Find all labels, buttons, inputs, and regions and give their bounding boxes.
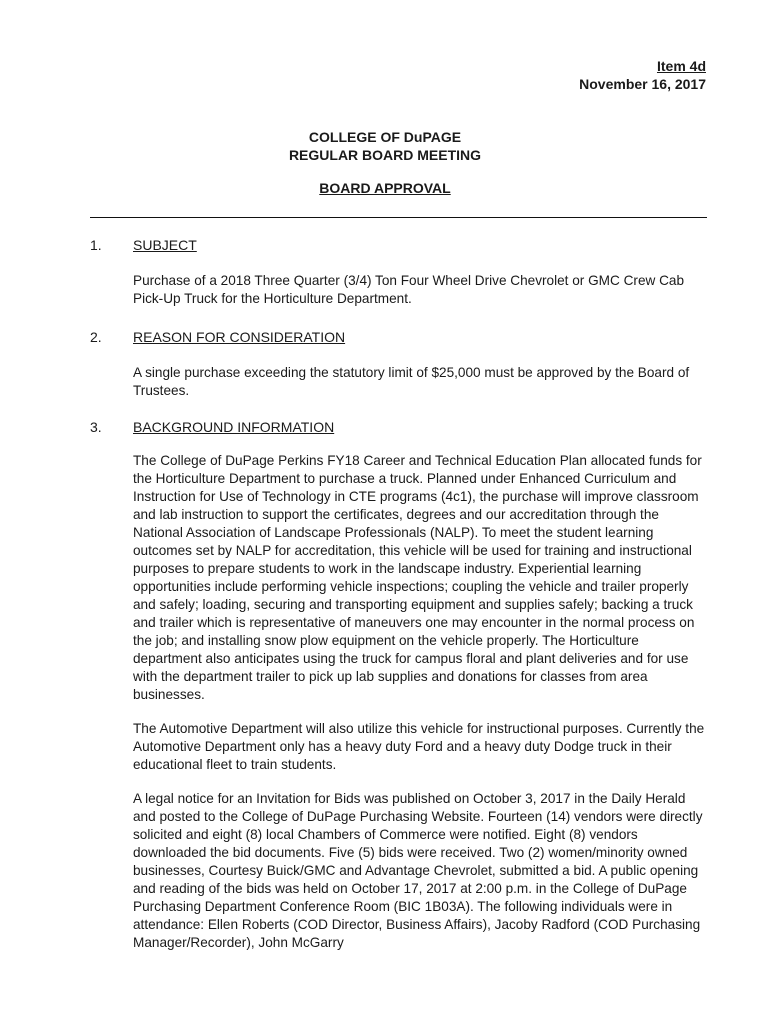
section-3-number: 3. — [90, 419, 102, 435]
college-name: COLLEGE OF DuPAGE — [308, 129, 462, 145]
section-2-number: 2. — [90, 329, 102, 345]
header-divider — [90, 217, 707, 218]
document-title — [0, 128, 770, 164]
section-2-paragraph: A single purchase exceeding the statutory limit of $25,000 must be approved by the Board of Trustees. — [133, 365, 690, 398]
meeting-name: REGULAR BOARD MEETING — [288, 147, 482, 163]
section-2-heading: REASON FOR CONSIDERATION — [133, 329, 346, 345]
section-1-heading: SUBJECT — [133, 237, 197, 253]
section-3-paragraph-1: The College of DuPage Perkins FY18 Career and Technical Education Plan allocated funds for the Horticulture Department to purchase a truck. Planned under Enhanced Curriculum and Instruction for Use of Technology in CTE programs (4c1), the purchase will improve classroom and lab instruction to support the certificates, degrees and our accreditation through the National Association of Landscape Professionals (NALP). To meet the student learning outcomes set by NALP for accreditation, this vehicle will be used for training and instructional purposes to prepare students to work in the landscape industry. Experiential learning opportunities include performing vehicle inspections; coupling the vehicle and trailer properly and safely; loading, securing and transporting equipment and supplies safely; backing a truck and trailer which is representative of maneuvers one may encounter in the normal process on the job; and installing snow plow equipment on the vehicle properly. The Horticulture department also anticipates using the truck for campus floral and plant deliveries and for use with the department trailer to pick up lab supplies and donations for classes from area businesses. — [133, 453, 702, 702]
section-3-heading: BACKGROUND INFORMATION — [133, 419, 335, 435]
item-number: Item 4d — [656, 58, 706, 74]
section-3-paragraph-2: The Automotive Department will also utilize this vehicle for instructional purposes. Currently the Automotive Department only has a heavy duty Ford and a heavy duty Dodge truck in their educational fleet to train students. — [133, 721, 705, 772]
section-1-paragraph: Purchase of a 2018 Three Quarter (3/4) Ton Four Wheel Drive Chevrolet or GMC Crew Cab Pick-Up Truck for the Horticulture Department. — [133, 273, 685, 306]
board-approval-heading: BOARD APPROVAL — [319, 180, 451, 196]
section-1-number: 1. — [90, 237, 102, 253]
meeting-date: November 16, 2017 — [579, 76, 706, 92]
section-3-paragraph-3: A legal notice for an Invitation for Bids was published on October 3, 2017 in the Daily Herald and posted to the College of DuPage Purchasing Website. Fourteen (14) vendors were directly solicited and eight (8) local Chambers of Commerce were notified. Eight (8) vendors downloaded the bid documents. Five (5) bids were received. Two (2) women/minority owned businesses, Courtesy Buick/GMC and Advantage Chevrolet, submitted a bid. A public opening and reading of the bids was held on October 17, 2017 at 2:00 p.m. in the College of DuPage Purchasing Department Conference Room (BIC 1B03A). The following individuals were in attendance: Ellen Roberts (COD Director, Business Affairs), Jacoby Radford (COD Purchasing Manager/Recorder), John McGarry — [133, 791, 703, 950]
